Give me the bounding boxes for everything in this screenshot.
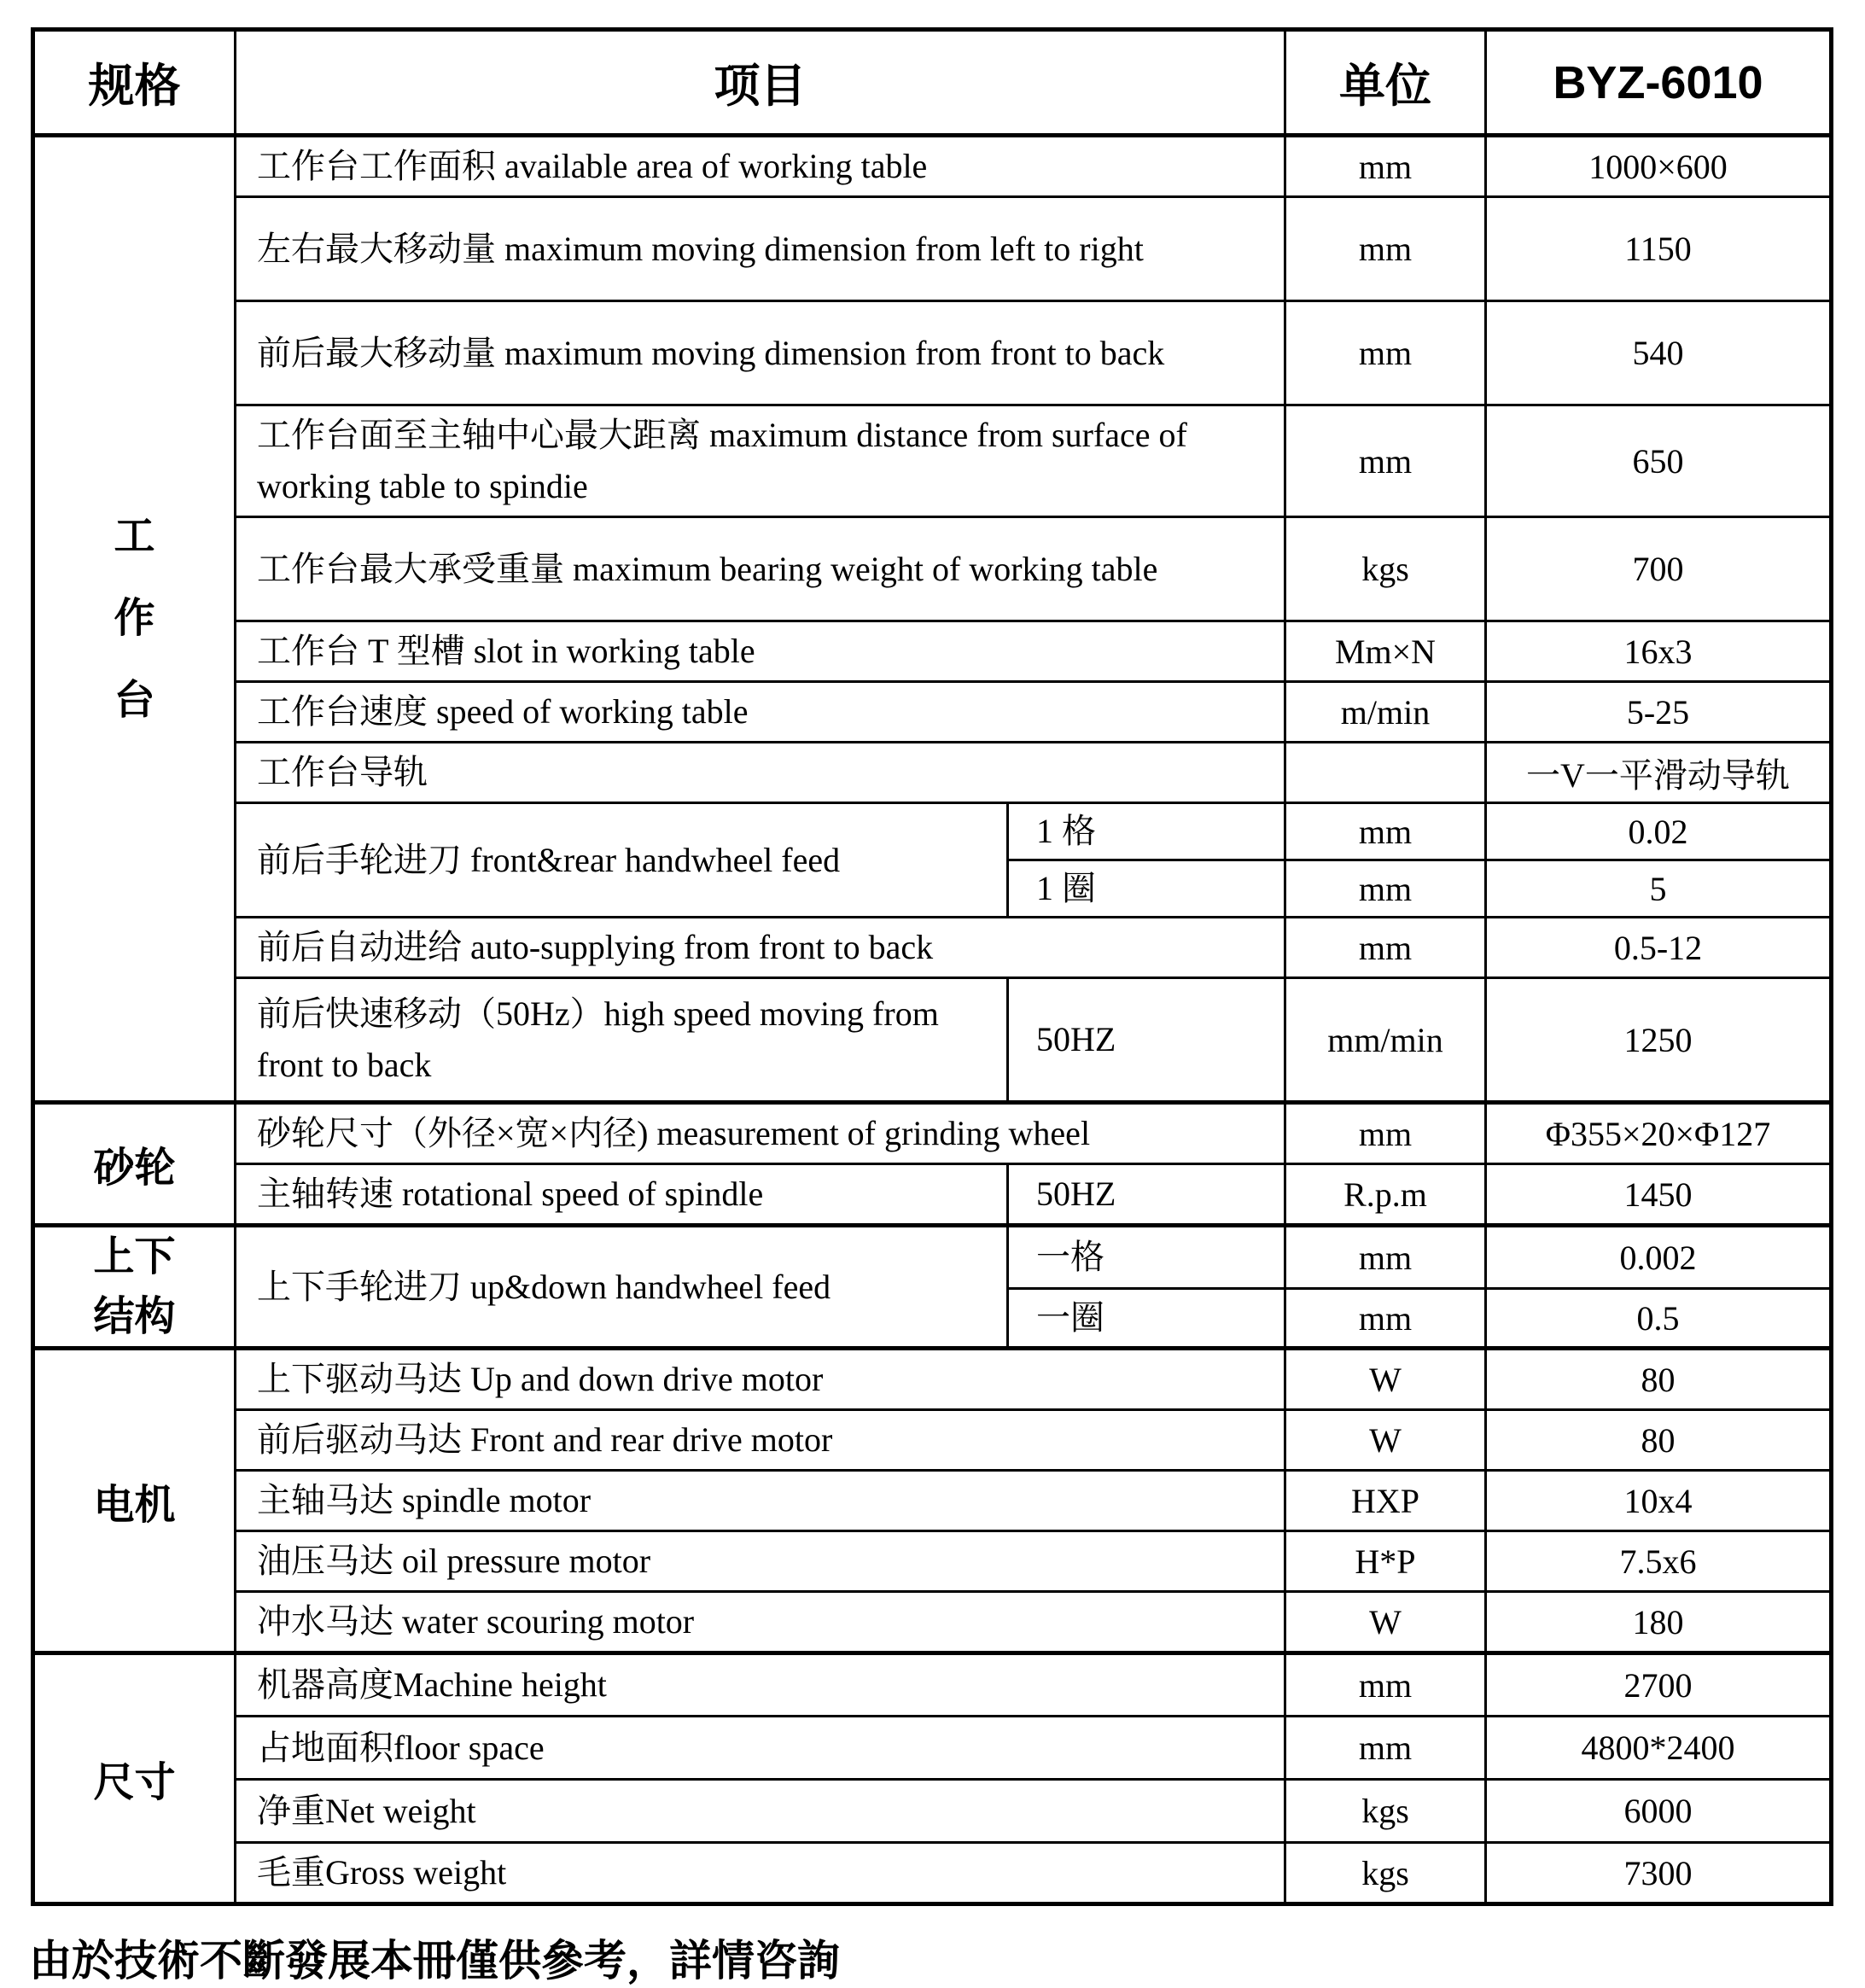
table-row [33, 1226, 1832, 1289]
group-cell-motor: 电机 [33, 1349, 236, 1653]
item-cell: 油压马达 oil pressure motor [236, 1531, 1285, 1592]
value-cell: 650 [1486, 405, 1832, 517]
unit-cell: mm [1285, 918, 1486, 978]
item-cell: 主轴马达 spindle motor [236, 1471, 1285, 1531]
item-cell: 毛重Gross weight [236, 1843, 1285, 1904]
item-cell: 前后驱动马达 Front and rear drive motor [236, 1410, 1285, 1471]
table-row [33, 1843, 1832, 1904]
item-cell: 前后自动进给 auto-supplying from front to back [236, 918, 1285, 978]
group-cell-worktable [33, 136, 236, 1103]
sub-cell: 50HZ [1008, 978, 1285, 1103]
value-cell: 4800*2400 [1486, 1717, 1832, 1780]
item-cell: 冲水马达 water scouring motor [236, 1592, 1285, 1653]
unit-cell: mm [1285, 197, 1486, 301]
unit-cell: mm [1285, 803, 1486, 860]
sub-cell: 一圈 [1008, 1289, 1285, 1349]
unit-cell: W [1285, 1349, 1486, 1410]
value-cell: 1000×600 [1486, 136, 1832, 197]
table-row [33, 1164, 1832, 1226]
value-cell: 80 [1486, 1349, 1832, 1410]
header-cell-item: 项目 [236, 30, 1285, 136]
header-row [33, 30, 1832, 136]
item-cell: 工作台面至主轴中心最大距离 maximum distance from surface of working table to spindie [236, 405, 1285, 517]
unit-cell: m/min [1285, 682, 1486, 743]
unit-cell: mm [1285, 860, 1486, 918]
unit-cell: H*P [1285, 1531, 1486, 1592]
table-row [33, 1653, 1832, 1717]
table-row [33, 301, 1832, 405]
sub-cell: 1 圈 [1008, 860, 1285, 918]
item-cell: 工作台工作面积 available area of working table [236, 136, 1285, 197]
unit-cell [1285, 743, 1486, 803]
group-cell-updown [33, 1226, 236, 1349]
spec-table [31, 27, 1833, 1906]
value-cell: 2700 [1486, 1653, 1832, 1717]
value-cell: Φ355×20×Φ127 [1486, 1103, 1832, 1164]
value-cell: 5 [1486, 860, 1832, 918]
value-cell: 0.002 [1486, 1226, 1832, 1289]
footnote: 由於技術不斷發展本冊僅供參考，詳情咨詢 [29, 1937, 840, 1985]
item-cell: 净重Net weight [236, 1780, 1285, 1843]
unit-cell: W [1285, 1592, 1486, 1653]
item-cell: 上下驱动马达 Up and down drive motor [236, 1349, 1285, 1410]
value-cell: 0.5 [1486, 1289, 1832, 1349]
header-cell-unit: 单位 [1285, 30, 1486, 136]
item-cell: 前后快速移动（50Hz）high speed moving from front to back [236, 978, 1008, 1103]
group-label-worktable: 工作台 [114, 514, 155, 723]
table-row [33, 918, 1832, 978]
header-cell-model: BYZ-6010 [1486, 30, 1832, 136]
unit-cell: kgs [1285, 1843, 1486, 1904]
table-row [33, 1592, 1832, 1653]
table-row [33, 743, 1832, 803]
unit-cell: mm [1285, 1289, 1486, 1349]
unit-cell: mm/min [1285, 978, 1486, 1103]
item-cell: 机器高度Machine height [236, 1653, 1285, 1717]
unit-cell: mm [1285, 136, 1486, 197]
value-cell: 10x4 [1486, 1471, 1832, 1531]
item-cell: 主轴转速 rotational speed of spindle [236, 1164, 1008, 1226]
header-cell-spec: 规格 [33, 30, 236, 136]
table-row [33, 517, 1832, 621]
unit-cell: mm [1285, 1653, 1486, 1717]
unit-cell: mm [1285, 301, 1486, 405]
table-row [33, 1103, 1832, 1164]
table-row [33, 197, 1832, 301]
item-cell: 工作台最大承受重量 maximum bearing weight of working table [236, 517, 1285, 621]
table-row [33, 682, 1832, 743]
sub-cell: 50HZ [1008, 1164, 1285, 1226]
item-cell: 上下手轮进刀 up&down handwheel feed [236, 1226, 1008, 1349]
item-cell: 前后最大移动量 maximum moving dimension from front to back [236, 301, 1285, 405]
sub-cell: 1 格 [1008, 803, 1285, 860]
unit-cell: HXP [1285, 1471, 1486, 1531]
spec-sheet-page [0, 27, 1865, 1985]
value-cell: 16x3 [1486, 621, 1832, 682]
value-cell: 540 [1486, 301, 1832, 405]
value-cell: 1250 [1486, 978, 1832, 1103]
value-cell: 1150 [1486, 197, 1832, 301]
table-row [33, 1349, 1832, 1410]
group-label-updown: 上下结构 [93, 1234, 176, 1339]
sub-cell: 一格 [1008, 1226, 1285, 1289]
table-row [33, 1471, 1832, 1531]
table-row [33, 136, 1832, 197]
item-cell: 工作台导轨 [236, 743, 1285, 803]
unit-cell: R.p.m [1285, 1164, 1486, 1226]
item-cell: 工作台速度 speed of working table [236, 682, 1285, 743]
value-cell: 7.5x6 [1486, 1531, 1832, 1592]
item-cell: 前后手轮进刀 front&rear handwheel feed [236, 803, 1008, 918]
item-cell: 砂轮尺寸（外径×宽×内径) measurement of grinding wheel [236, 1103, 1285, 1164]
table-row [33, 405, 1832, 517]
table-row [33, 803, 1832, 860]
table-row [33, 1717, 1832, 1780]
unit-cell: mm [1285, 1226, 1486, 1289]
table-row [33, 1531, 1832, 1592]
value-cell: 0.02 [1486, 803, 1832, 860]
value-cell: 80 [1486, 1410, 1832, 1471]
group-cell-wheel: 砂轮 [33, 1103, 236, 1226]
unit-cell: Mm×N [1285, 621, 1486, 682]
table-row [33, 1410, 1832, 1471]
unit-cell: mm [1285, 1103, 1486, 1164]
unit-cell: kgs [1285, 1780, 1486, 1843]
table-row [33, 1780, 1832, 1843]
value-cell: 5-25 [1486, 682, 1832, 743]
value-cell: 700 [1486, 517, 1832, 621]
value-cell: 6000 [1486, 1780, 1832, 1843]
unit-cell: W [1285, 1410, 1486, 1471]
item-cell: 工作台 T 型槽 slot in working table [236, 621, 1285, 682]
value-cell: 1450 [1486, 1164, 1832, 1226]
unit-cell: kgs [1285, 517, 1486, 621]
value-cell: 7300 [1486, 1843, 1832, 1904]
item-cell: 占地面积floor space [236, 1717, 1285, 1780]
unit-cell: mm [1285, 1717, 1486, 1780]
value-cell: 180 [1486, 1592, 1832, 1653]
table-row [33, 978, 1832, 1103]
unit-cell: mm [1285, 405, 1486, 517]
value-cell: 一V一平滑动导轨 [1486, 743, 1832, 803]
table-row [33, 621, 1832, 682]
group-cell-size: 尺寸 [33, 1653, 236, 1904]
item-cell: 左右最大移动量 maximum moving dimension from left to right [236, 197, 1285, 301]
value-cell: 0.5-12 [1486, 918, 1832, 978]
